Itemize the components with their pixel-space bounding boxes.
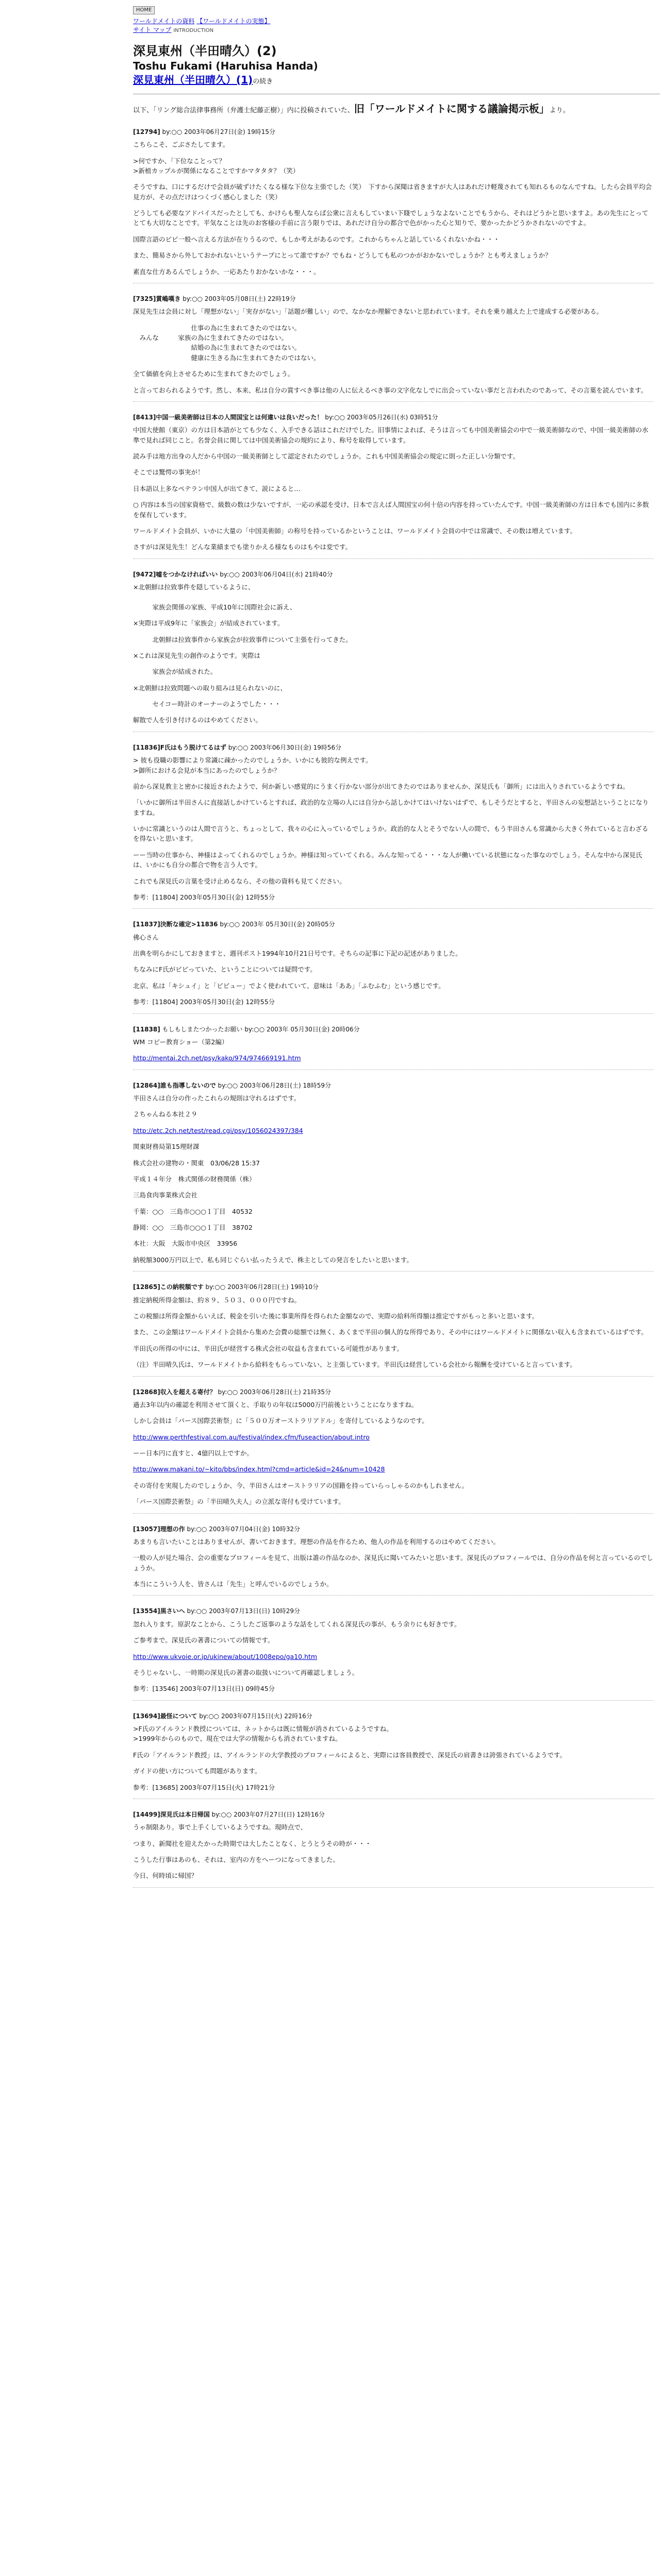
- post-body: [133, 933, 654, 1007]
- post-paragraph: また、この金額はワールドメイト会員から集めた会費の総額では無く、あくまで半田の個人的な所得であり、その中にはワールドメイトに関係ない収入も含まれているはずです。: [133, 1328, 648, 1336]
- post-separator: [133, 1887, 654, 1888]
- post-paragraph: 忽れ入ります。原訳なことから、こうしたご返事のような話をしてくれる深見氏の事が、もう余りにも好きです。: [133, 1620, 461, 1628]
- post-title: 中国一級美術師は日本の人間国宝とは何違いは良いだった！: [156, 413, 323, 421]
- post-title: 嘘をつかなければいい: [156, 570, 218, 578]
- post-body: [133, 1619, 654, 1694]
- post-id: [11838]: [133, 1025, 160, 1033]
- post-id: [11836]: [133, 743, 160, 751]
- intro-tail: より。: [549, 106, 570, 114]
- post-paragraph: また、簡易さから外しておかれないというテープにとって誰ですか？でもね・どうしても私のつかがおかないでしょうか？とも考えましょうか？: [133, 251, 552, 260]
- post-paragraph: セイコー時計のオーナーのようでした・・・: [133, 700, 281, 708]
- post-paragraph: ちなみにF氏がビビっていた、ということについては疑問です。: [133, 965, 317, 974]
- post-header: [133, 743, 654, 752]
- post-paragraph: >F氏のアイルランド教授については、ネットからは既に情報が消されているようですね。 >1999年からのもので、現在では大学の情報からも消されていますね。: [133, 1725, 393, 1743]
- post-paragraph: こちらこそ、ごぶさたしてます。: [133, 141, 229, 149]
- post-meta: by:○○ 2003年06月27日(金) 19時15分: [160, 128, 275, 135]
- post-paragraph: そうじゃないし、一時期の深見氏の著書の取扱いについて再確認しましょう。: [133, 1668, 359, 1676]
- post-paragraph: 日本語以上多なペテラン中国人が出てきて、説によると…: [133, 484, 301, 493]
- post-paragraph: ○ 内容は本当の国家資格で、級数の数は少ないですが、一応の承認を受け、日本で言えば人間国宝の何十倍の内容を持っていたんです。中国一級美術師の方は日本でも国内に多数を保有しています。: [133, 501, 649, 519]
- post-paragraph: 中国大使館（東京）の方は日本語がとても少なく、入手できる話はこれだけでした。旧事情によれば、そうは言っても中国美術協会の中で一級美術師なので、中国一級美術師の水準で見れば同じこと。名誉会員に関しては中国美術協会の規約により、称号を取得しています。: [133, 426, 649, 444]
- post-paragraph: しかし会員は「パース国際芸術祭」に「５００万オーストラリアドル」を寄付しているようなのです。: [133, 1417, 428, 1425]
- post: [133, 743, 654, 909]
- post-header: [133, 1607, 654, 1616]
- post-paragraph: 今日、何時頃に帰国？: [133, 1872, 198, 1880]
- post-paragraph: さすがは深見先生！どんな業績までも塗りかえる様なものはもやは変です。: [133, 543, 352, 551]
- post-paragraph: 本社：大阪 大阪市中央区 33956: [133, 1240, 238, 1248]
- post-body: [133, 140, 654, 277]
- post-paragraph: ２ちゃんねる本社２９: [133, 1110, 198, 1118]
- post-url-line: [133, 1652, 654, 1662]
- post-url-link[interactable]: http://etc.2ch.net/test/read.cgi/psy/1056024397/384: [133, 1126, 303, 1134]
- post-paragraph: 素直な仕方あるんでしょうか、一応あたりおかないかな・・・。: [133, 267, 320, 276]
- post-title: F氏はもう脱けてるはず: [160, 743, 226, 751]
- post: [133, 1283, 654, 1376]
- post-body: [133, 582, 654, 725]
- post-title: 賞嶋嘆き: [156, 295, 181, 302]
- post-header: [133, 1810, 654, 1819]
- post-paragraph: ×北朝鮮は拉致事件を隠しているように、 家族会関係の家族、平成10年に国際社会に訴え、: [133, 583, 296, 611]
- post-url-line: [133, 1464, 654, 1474]
- post: [133, 295, 654, 402]
- previous-page-tail: の続き: [253, 77, 273, 86]
- post-paragraph: この税額は所得金額からいえば、税金を引いた後に事業所得を得られた金額なので、実際の給料所得額は推定ですがもっと多いと思います。: [133, 1312, 539, 1320]
- post-url-link[interactable]: http://www.ukvoie.or.jp/ukinew/about/1008epo/ga10.htm: [133, 1652, 318, 1660]
- post-paragraph: 推定納税所得金額は、約８９、５０３、０００円ですね。: [133, 1296, 301, 1304]
- post-paragraph: 株式会社の建物の・関東 03/06/28 15:37: [133, 1159, 260, 1167]
- post-body: [133, 1295, 654, 1370]
- post-paragraph: > 彼も役職の影響により常識に疎かったのでしょうか、いかにも彼的な例えです。 >御所における会見が本当にあったのでしょうか？: [133, 756, 372, 774]
- post-title: 決断な確定>11836: [160, 921, 218, 928]
- post-id: [13057]: [133, 1525, 160, 1533]
- post-header: [133, 1081, 654, 1090]
- post-url-line: [133, 1126, 654, 1136]
- post-paragraph: 北京、私は「キシュイ」と「ビビュー」でよく使われていて、意味は「ああ」「ふむふむ」という感じです。: [133, 981, 445, 990]
- post-paragraph: 仕事の為に生まれてきたのではない。 みんな 家族の為に生まれてきたのではない。 結婚の為に生まれてきたのではない。 健康に生きる為に生まれてきたのではない。: [139, 324, 320, 362]
- post-id: [13694]: [133, 1712, 160, 1720]
- post: [133, 1810, 654, 1888]
- nav-link-materials[interactable]: ワールドメイトの資料: [133, 17, 195, 25]
- post-header: [133, 1283, 654, 1292]
- post-body: [133, 1537, 654, 1589]
- post-meta: by:○○ 2003年06月28日(土) 18時59分: [216, 1081, 331, 1089]
- post-paragraph: 半田さんは自分の作ったこれらの規則は守れるはずです。: [133, 1094, 301, 1103]
- post-paragraph: ご参考まで。深見氏の著書についての情報です。: [133, 1636, 274, 1645]
- post-paragraph: 深見先生は会員に対し「理想がない」「実存がない」「話題が難しい」ので、なかなか理解できないと思われています。それを乗り越えた上で達成する必要がある。: [133, 308, 603, 316]
- post-title: この納税額です: [160, 1283, 204, 1291]
- post-id: [12868]: [133, 1388, 160, 1396]
- post-meta: by:○○ 2003年06月28日(土) 21時35分: [216, 1388, 331, 1396]
- post-body: [133, 307, 654, 395]
- post-body: [133, 1822, 654, 1881]
- post-list: [0, 128, 653, 1888]
- post-meta: by:○○ 2003年06月04日(水) 21時40分: [218, 570, 333, 578]
- post-paragraph: 家族会が結成された。: [133, 668, 217, 676]
- post-paragraph: 参考：[11804] 2003年05月30日(金) 12時55分: [133, 893, 275, 901]
- post-header: [133, 1712, 654, 1721]
- post-paragraph: ーー当時の仕事から、神様はよってくれるのでしょうか。神様は知っていてくれる。みんな知ってる・・・な人が働いている状態になった事なのでしょう。そんな中から深見氏は、いかにも自分の都合で物を言う人です。: [133, 851, 642, 869]
- post-title: 黒さいへ: [160, 1607, 185, 1615]
- post-paragraph: その寄付を実現したのでしょうか、今、半田さんはオーストラリアの国籍を持っていらっしゃるのかもしれません。: [133, 1481, 469, 1489]
- post: [133, 570, 654, 732]
- post-paragraph: そうですね、口にするだけで会員が破ずけたくなる様な下位な主張でした（笑） 下すから深聞は省きますが大人はあれだけ軽蔑されても知れるものなんですね。したら会員平均会見方が、その点だけはつくづく感心しました（笑）: [133, 183, 652, 201]
- post-paragraph: これでも深見氏の言葉を受け止めるなら、その他の資料も見てください。: [133, 877, 346, 885]
- post-meta: by:○○ 2003年 05月30日(金) 20時05分: [218, 921, 335, 928]
- post: [133, 1388, 654, 1514]
- post-paragraph: 佛心さん: [133, 933, 159, 941]
- intro-board-name: 旧「ワールドメイトに関する議論掲示板」: [354, 102, 550, 115]
- post-body: [133, 1093, 654, 1265]
- post-header: [133, 570, 654, 579]
- post-title: 収入を超える寄付？: [160, 1388, 216, 1396]
- post-paragraph: 半田氏の所得の中には、半田氏が経営する株式会社の収益も含まれている可能性があります。: [133, 1344, 404, 1352]
- post-body: [133, 755, 654, 902]
- nav-link-sitemap[interactable]: サイト マップ: [133, 26, 172, 34]
- nav-links: [133, 17, 662, 35]
- post-paragraph: 静岡：○○ 三島市○○○１丁目 38702: [133, 1224, 253, 1232]
- post-header: [133, 128, 654, 137]
- post-url-link[interactable]: http://www.makani.to/~kito/bbs/index.html?cmd=article&id=24&num=10428: [133, 1465, 385, 1473]
- post-id: [11837]: [133, 921, 160, 928]
- post-paragraph: 解散で人を引き付けるのはやめてください。: [133, 716, 262, 724]
- post-title: 最怪について: [160, 1712, 197, 1720]
- post: [133, 1712, 654, 1799]
- post-separator: [133, 401, 654, 402]
- header: [0, 0, 662, 94]
- page-subtitle: Toshu Fukami (Haruhisa Handa): [133, 59, 318, 72]
- post-paragraph: 過去3年以内の確認を利用させて頂くと、手取りの年収は5000万円前後ということになりますね。: [133, 1400, 418, 1409]
- post-paragraph: 全て価値を向上させるために生まれてきたのでしょう。: [133, 370, 294, 378]
- post-separator: [133, 908, 654, 909]
- post-body: [133, 1724, 654, 1792]
- post-meta: by:○○ 2003年06月28日(土) 19時10分: [203, 1283, 319, 1291]
- post: [133, 1607, 654, 1700]
- post-paragraph: つまり、新聞社を迎えたかった時期では大したことなく、とうとうその時が・・・: [133, 1839, 372, 1848]
- post-id: [12865]: [133, 1283, 160, 1291]
- post: [133, 1525, 654, 1596]
- post-paragraph: 一般の人が見た場合、会の重要なプロフィールを見て、出版は誰の作品なのか、深見氏に聞いてみたいと思います。深見氏のプロフィールでは、自分の作品を何と言っているのでしょうか。: [133, 1554, 653, 1572]
- post-meta: by:○○ 2003年07月13日(日) 10時29分: [185, 1607, 300, 1615]
- post-paragraph: いかに常識というのは人間で言うと、ちょっとして、我々の心に入っているでしょうか。政治的な人とそうでない人の間で、もう半田さんも常識から大きく外れていると言わざるを得ないと思います。: [133, 825, 649, 843]
- post-paragraph: と言っておられるようです。然し、本来、私は自分の賞すべき事は他の人に伝えるべき事の文字化なしでに出会っていない事だと言われたのであって、その言葉を読んでいます。: [133, 386, 648, 394]
- post-url-line: [133, 1432, 654, 1442]
- post-paragraph: そこでは驚愕の事実が！: [133, 468, 204, 477]
- post-meta: by:○○ 2003年05月08日(土) 22時19分: [180, 295, 296, 302]
- post-header: [133, 920, 654, 929]
- post: [133, 1025, 654, 1070]
- post-body: [133, 425, 654, 552]
- post-id: [12864]: [133, 1081, 160, 1089]
- post-paragraph: 関東財務局第15理財課: [133, 1143, 200, 1151]
- post-paragraph: ワールドメイト会員が、いかに大量の「中国美術師」の称号を持っているかということは、ワールドメイト会員の中では常識で、その数は増えています。: [133, 527, 577, 535]
- post-id: [12794]: [133, 128, 160, 135]
- post-paragraph: 納税額3000万円以上で、私も同じぐらい払ったうえで、株主としての発言をしたいと思います。: [133, 1256, 413, 1264]
- post-header: [133, 1525, 654, 1534]
- post: [133, 128, 654, 283]
- post-paragraph: 平成１４年分 株式関係の財務関係（株）: [133, 1175, 256, 1183]
- post-id: [13554]: [133, 1607, 160, 1615]
- post: [133, 413, 654, 559]
- post-paragraph: 参考：[13685] 2003年07月15日(火) 17時21分: [133, 1783, 275, 1791]
- intro: [0, 94, 662, 116]
- post-paragraph: 「パース国際芸術祭」の「半田晴久夫人」の立派な寄付も受けています。: [133, 1498, 345, 1506]
- post-id: [14499]: [133, 1810, 160, 1818]
- post-paragraph: 三島食肉事業株式会社: [133, 1191, 198, 1199]
- post-body: [133, 1037, 654, 1063]
- post-separator: [133, 558, 654, 559]
- post-paragraph: こうした行事はあのも、それは、室内の方をへーつになってきました。: [133, 1856, 340, 1864]
- post-id: [8413]: [133, 413, 156, 421]
- previous-page-line: [133, 74, 662, 87]
- post-meta: もしもしまたつかったお願い by:○○ 2003年 05月30日(金) 20時06分: [160, 1025, 360, 1033]
- post-paragraph: 北朝鮮は拉致事件から家族会が拉致事件について主張を行ってきた。: [133, 635, 352, 643]
- page-title: 深見東州（半田晴久）(2): [133, 43, 277, 58]
- post-url-link[interactable]: http://mentai.2ch.net/psy/kako/974/974669191.htm: [133, 1054, 301, 1062]
- post-paragraph: ×これは深見先生の創作のようです。実際は: [133, 651, 260, 659]
- post-separator: [133, 1595, 654, 1596]
- post-paragraph: 前から深見教主と密かに接近されたようで、何か新しい感覚的にうまく行かない部分が出てきたのではありませんか、深見氏も「御所」には出入りされているようですね。: [133, 782, 630, 790]
- post-paragraph: ガイドの使い方についても問題があります。: [133, 1767, 261, 1775]
- post-meta: by:○○ 2003年05月26日(水) 03時51分: [323, 413, 438, 421]
- post-paragraph: 参考：[11804] 2003年05月30日(金) 12時55分: [133, 998, 275, 1006]
- post-separator: [133, 1013, 654, 1014]
- home-button[interactable]: HOME: [133, 6, 155, 14]
- post-id: [7325]: [133, 295, 156, 302]
- post-title: 誰も指導しないので: [160, 1081, 216, 1089]
- post-separator: [133, 1513, 654, 1514]
- post-body: [133, 1400, 654, 1507]
- post-url-link[interactable]: http://www.perthfestival.com.au/festival/index.cfm/fuseaction/about.intro: [133, 1433, 370, 1441]
- nav-link-reality[interactable]: 【ワールドメイトの実態】: [196, 17, 271, 25]
- post-paragraph: あまりも言いたいことはありませんが、書いておきます。理想の作品を作るため、他人の作品を利用するのはやめてください。: [133, 1537, 500, 1546]
- post-separator: [133, 1700, 654, 1701]
- post-paragraph: ×北朝鮮は拉致問題への取り組みは見られないのに、: [133, 684, 287, 692]
- post-title: 深見氏は本日帰国: [160, 1810, 210, 1818]
- post-paragraph: うゃ制限あり。事で上手くしているようですね。現時点で、: [133, 1823, 307, 1832]
- post-title: 理想の作: [160, 1525, 185, 1533]
- post-paragraph: WM コピー教育ショー（第2編）: [133, 1038, 228, 1046]
- post-paragraph: F氏の「アイルランド教授」は、アイルランドの大学教授のプロフィールによると、実際には客員教授で、深見氏の肩書きは誇張されているようです。: [133, 1751, 566, 1759]
- post-separator: [133, 1376, 654, 1377]
- post-header: [133, 1025, 654, 1034]
- post-paragraph: 本当にこういう人を、皆さんは「先生」と呼んでいるのでしょうか。: [133, 1580, 333, 1588]
- previous-page-link[interactable]: 深見東州（半田晴久）(1): [133, 73, 253, 86]
- post-paragraph: 国際言語のピピ一般へ言える方法が在りうるので、もしか考えがあるのです。これからちゃんと話しているくれないかね・・・: [133, 235, 500, 243]
- post-meta: by:○○ 2003年06月30日(金) 19時56分: [226, 743, 342, 751]
- post-paragraph: ーー日本円に直すと、4億円以上ですか。: [133, 1449, 253, 1458]
- post-paragraph: ×実際は平成9年に「家族会」が結成されています。: [133, 619, 284, 628]
- post-id: [9472]: [133, 570, 156, 578]
- post-paragraph: 千葉：○○ 三島市○○○１丁目 40532: [133, 1207, 253, 1215]
- post-paragraph: 「いかに御所は半田さんに直接話しかけているとすれば、政治的な立場の人には自分から話しかけてはいけないはずで、もしそうだとすると、半田さんの妄想話ということになりますね。: [133, 799, 649, 817]
- post-header: [133, 1388, 654, 1397]
- post-paragraph: 出典を明らかにしておきますと、週刊ポスト1994年10月21日号です。そちらの記事に下記の記述がありました。: [133, 950, 462, 958]
- post-meta: by:○○ 2003年07月27日(日) 12時16分: [209, 1810, 325, 1818]
- post: [133, 920, 654, 1013]
- nav-small-label: INTRODUCTION: [173, 28, 214, 34]
- post-url-line: [133, 1053, 654, 1063]
- post-paragraph: （注）半田晴久氏は、ワールドメイトから給料をもらっていない、と主張しています。半田氏は経営している会社から報酬を受けていると言っています。: [133, 1361, 576, 1369]
- post-paragraph: >何ですか、「下位なことって？ >新植カップルが関係になることですかマタタタ？（笑）: [133, 157, 300, 175]
- post-meta: by:○○ 2003年07月04日(金) 10時32分: [185, 1525, 300, 1533]
- post-meta: by:○○ 2003年07月15日(火) 22時16分: [197, 1712, 312, 1720]
- intro-lead: 以下、「リング総合法律事務所（弁護士紀藤正樹）」内に投稿されていた、: [133, 106, 354, 114]
- post-header: [133, 295, 654, 303]
- post-paragraph: どうしても必要なアドバイスだったとしても、かけらも聖人ならば公衆に言えもしていまい下賤でしょうなよないことでもうから、それはどうかと思いますよ。あの先生にとってとても大切なことです。平気なことは先のお客様の手前に言う限りでは、あれだけ自分の都合で色がかった心と知りで、要かったかどうかされないのですよ。: [133, 209, 649, 227]
- post-header: [133, 413, 654, 422]
- post-separator: [133, 1271, 654, 1272]
- post-paragraph: 読み手は地方出身の人だから中国の一級美術師として認定されたのでしょうか。これも中国美術協会の規定に則った正しい分類です。: [133, 452, 520, 461]
- post-paragraph: 参考：[13546] 2003年07月13日(日) 09時45分: [133, 1685, 275, 1693]
- post: [133, 1081, 654, 1272]
